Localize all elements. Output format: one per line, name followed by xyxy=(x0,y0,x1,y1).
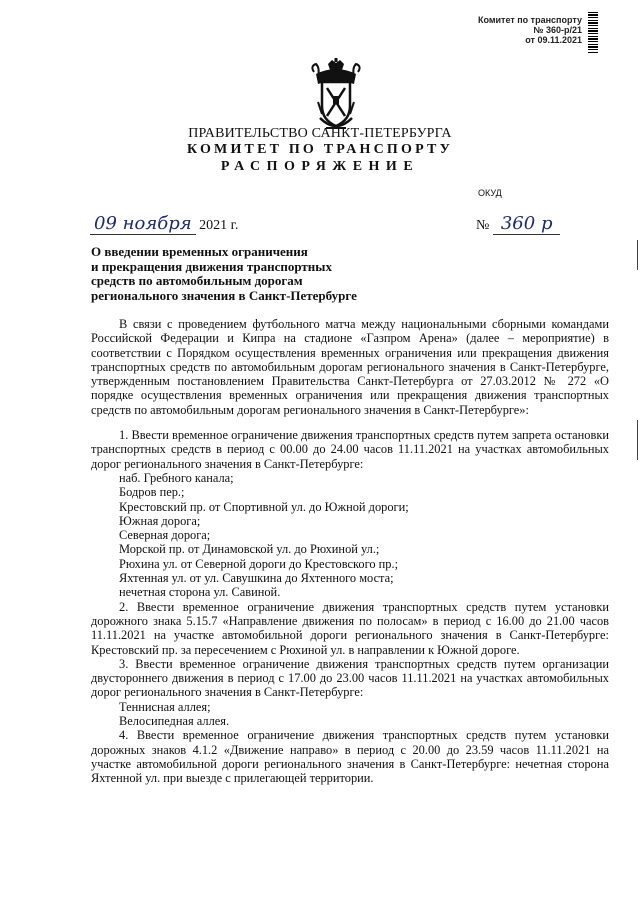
item-3-paragraph: 3. Ввести временное ограничение движения транспортных средств путем организации двустороннего движения в период с 17.00 до 23.00 часов 11.11.2021 на участках автомобильных дорог регионального значения в Санкт-Петербурге: xyxy=(91,656,609,700)
stamp-line-3: от 09.11.2021 xyxy=(525,35,582,45)
document-number xyxy=(476,213,560,234)
title-line: О введении временных ограничения xyxy=(91,244,308,259)
government-title: ПРАВИТЕЛЬСТВО САНКТ-ПЕТЕРБУРГА xyxy=(188,126,452,141)
document-date xyxy=(90,213,238,234)
list-item: Яхтенная ул. от ул. Савушкина до Яхтенного моста; xyxy=(119,571,394,586)
coat-of-arms-emblem xyxy=(306,58,366,134)
okud-label: ОКУД xyxy=(478,188,502,198)
list-item: Крестовский пр. от Спортивной ул. до Южной дороги; xyxy=(119,499,409,514)
title-line: и прекращения движения транспортных xyxy=(91,258,332,274)
list-item: Рюхина ул. от Северной дороги до Крестовского пр.; xyxy=(119,556,399,571)
number-sign: № xyxy=(476,218,490,233)
handwritten-number: 360 р xyxy=(493,213,561,235)
stamp-line-2: № 360-р/21 xyxy=(533,25,582,35)
stamp-line-1: Комитет по транспорту xyxy=(477,15,582,25)
registration-stamp xyxy=(462,15,582,45)
document-title xyxy=(91,245,411,303)
preamble-paragraph: В связи с проведением футбольного матча между национальными сборными командами Российской Федерации и Кипра на стадионе «Газпром Арена» (далее – мероприятие) в соответствии с Порядком осуществления временных ограничения или прекращения движения транспортных средств по автомобильным дорогам регионального значения в Санкт-Петербурге, утвержденным постановлением Правительства Санкт-Петербурга от 27.03.2012 № 272 «О порядке осуществления временных ограничения или прекращения движения транспортных средств по автомобильным дорогам регионального значения в Санкт-Петербурге»: xyxy=(91,317,609,417)
item-4-paragraph: 4. Ввести временное ограничение движения транспортных средств путем установки дорожных знаков 4.1.2 «Движение направо» в период с 20.00 до 23.59 часов 11.11.2021 на участке автомобильной дороги регионального значения в Санкт-Петербурге: нечетная сторона Яхтенной ул. при выезде с прилегающей территории. xyxy=(91,728,609,786)
title-line: средств по автомобильным дорогам xyxy=(91,273,303,288)
document-type: РАСПОРЯЖЕНИЕ xyxy=(220,159,420,174)
item-2-paragraph: 2. Ввести временное ограничение движения транспортных средств путем установки дорожного знака 5.15.7 «Направление движения по полосам» в период с 16.00 до 21.00 часов 11.11.2021 на участке автомобильной дороги регионального значения в Санкт-Петербурге: Крестовский пр. за пересечением с Рюхиной ул. в направлении к Южной дороге. xyxy=(91,599,609,657)
document-body xyxy=(91,317,609,786)
item-1-paragraph: 1. Ввести временное ограничение движения транспортных средств путем запрета остановки транспортных средств в период с 00.00 до 24.00 часов 11.11.2021 на участках автомобильных дорог регионального значения в Санкт-Петербурге: xyxy=(91,428,609,471)
date-year: 2021 г. xyxy=(199,218,239,233)
committee-title: КОМИТЕТ ПО ТРАНСПОРТУ xyxy=(186,142,454,157)
list-item: Теннисная аллея; xyxy=(119,699,211,714)
scan-edge-mark xyxy=(637,240,638,270)
handwritten-date: 09 ноября xyxy=(90,213,196,235)
list-item: Южная дорога; xyxy=(119,513,201,528)
list-item: нечетная сторона ул. Савиной. xyxy=(119,585,281,600)
list-item: Велосипедная аллея. xyxy=(119,714,230,729)
scan-edge-mark xyxy=(637,420,638,460)
list-item: Морской пр. от Динамовской ул. до Рюхиной ул.; xyxy=(119,542,380,557)
list-item: Бодров пер.; xyxy=(119,485,185,500)
title-line: регионального значения в Санкт-Петербурге xyxy=(91,287,357,303)
barcode xyxy=(588,12,598,54)
list-item: Северная дорога; xyxy=(119,528,211,543)
list-item: наб. Гребного канала; xyxy=(119,470,234,485)
